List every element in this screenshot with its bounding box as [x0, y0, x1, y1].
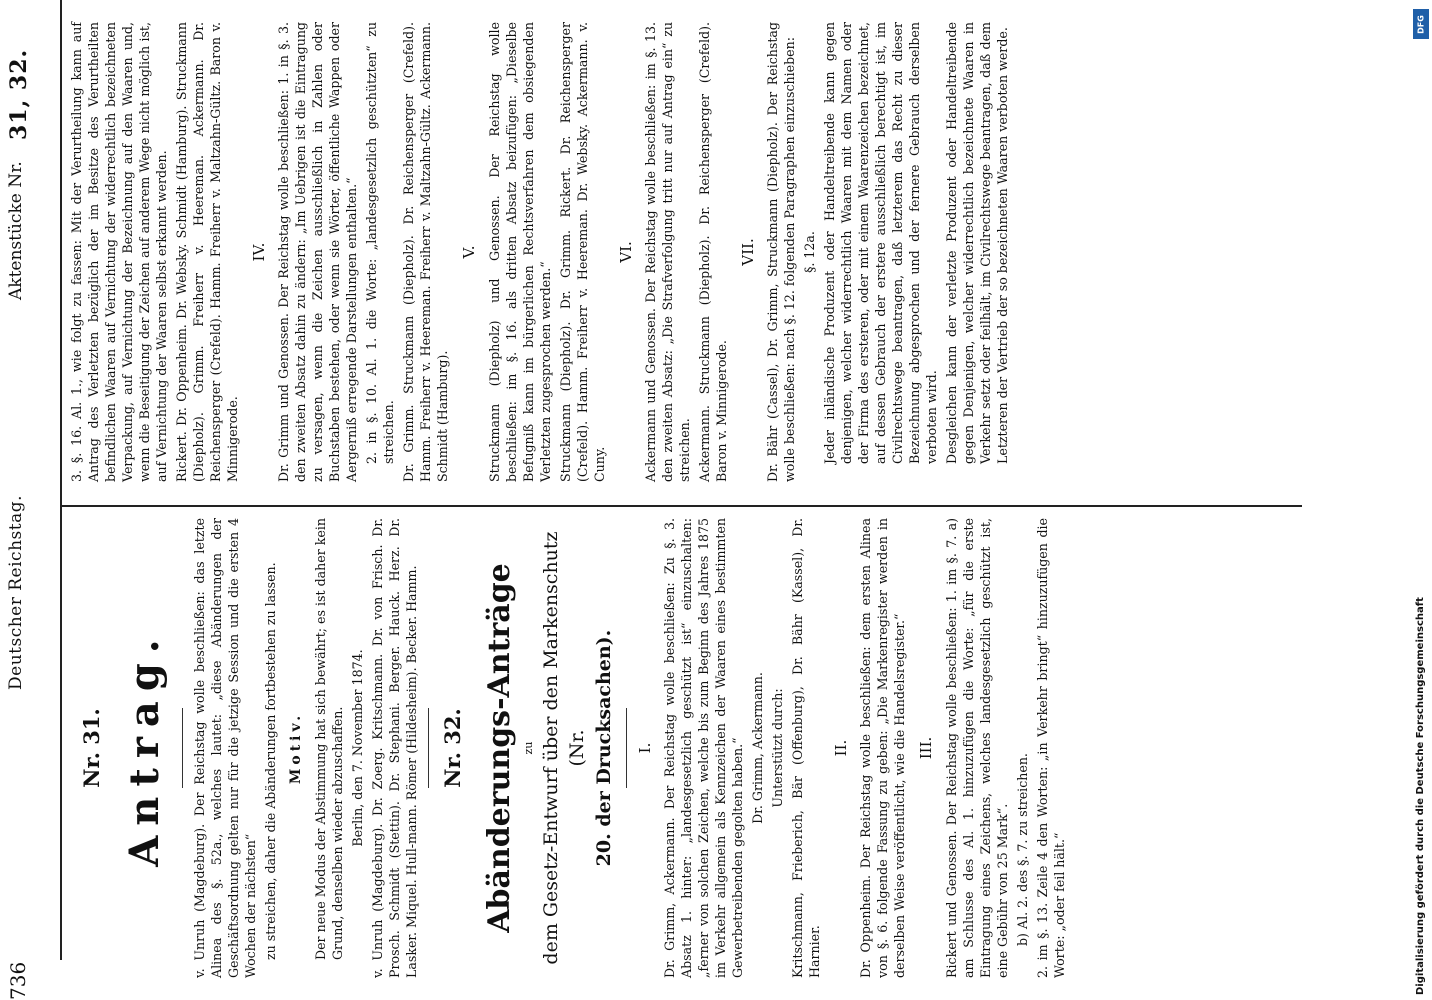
funding-text: Digitalisierung gefördert durch die Deutsche Forschungsgemeinschaft [1415, 597, 1426, 995]
column-divider [62, 505, 1302, 507]
page-number: 736 [6, 961, 30, 1000]
dfg-logo-text: DFG [1416, 15, 1426, 34]
signatures: Dr. Grimm, Ackermann. [750, 672, 766, 824]
running-header [6, 0, 46, 1000]
date-line: Berlin, den 7. November 1874. [350, 649, 366, 847]
signatures: Struckmann (Diepholz). Dr. Grimm. Rickert. Dr. Reichensperger (Crefeld). Hamm. Freiherr v. Heereman. Dr. Websky. Ackermann. v. Cuny. [557, 22, 607, 482]
heading-nr-32: Nr. 32. [440, 708, 466, 788]
section-number: VII. [738, 238, 757, 266]
paragraph: Dr. Bähr (Cassel), Dr. Grimm, Struckmann (Diepholz). Der Reichstag wolle beschließen: nach §. 12. folgenden Paragraphen einzuschieben: [765, 22, 797, 482]
signatures: v. Unruh (Magdeburg). Dr. Zoerg. Kritschmann. Dr. von Frisch. Dr. Prosch. Schmidt (Stettin). Dr. Stephani. Berger. Hauck. Herz. Dr. Lasker. Miquel. Hull-mann. Römer (Hildesheim). Becker. Hamm. [370, 518, 420, 978]
divider [182, 708, 183, 788]
header-numbers: 31, 32. [6, 48, 32, 140]
right-column [68, 22, 1014, 482]
paragraph: v. Unruh (Magdeburg). Der Reichstag wolle beschließen: das letzte Alinea des §. 52a., welches lautet: „diese Abänderungen der Geschäftsordnung gelten nur für die jetzige Session und die ersten 4 Wochen der nächsten“ [192, 518, 259, 978]
signatures: Kritschmann, Frieberich, Bär (Offenburg), Dr. Bähr (Kassel), Dr. Harnier. [790, 518, 823, 978]
paragraph: Der neue Modus der Abstimmung hat sich bewährt; es ist daher kein Grund, denselben wieder abzuschaffen. [313, 518, 346, 960]
paragraph: Struckmann (Diepholz) und Genossen. Der Reichstag wolle beschließen: im §. 16. als dritten Absatz beizufügen: „Dieselbe Befugniß kann im bürgerlichen Rechtsverfahren dem obsiegenden Verletzten zugesprochen werden.“ [486, 22, 553, 482]
paragraph: Dr. Oppenheim. Der Reichstag wolle beschließen: dem ersten Alinea von §. 6. folgende Fassung zu geben: „Die Markenregister werden in derselben Weise veröffentlicht, wie die Handelsregister.“ [858, 518, 908, 978]
section-number: II. [832, 739, 851, 757]
paragraph: Jeder inländische Produzent oder Handeltreibende kann gegen denjenigen, welcher widerrechtlich Waaren mit dem Namen oder der Firma des ersteren, oder mit einem Waarenzeichen bezeichnet, auf dessen Gebrauch der erstere ausschließlich berechtigt ist, im Civilrechtswege beantragen, daß letzterem das Recht zu dieser Bezeichnung abgesprochen und der fernere Gebrauch derselben verboten wird. [822, 22, 939, 464]
paragraph: Dr. Grimm und Genossen. Der Reichstag wolle beschließen: 1. in §. 3. den zweiten Absatz dahin zu ändern: „Im Uebrigen ist die Eintragung zu versagen, wenn die Zeichen ausschließlich in Zahlen oder Buchstaben bestehen, oder wenn sie Wörter, öffentliche Wappen oder Aergerniß erregende Darstellungen enthalten.“ [276, 22, 360, 482]
funding-stamp [1412, 5, 1430, 995]
heading-zu: zu [522, 741, 536, 755]
heading-abaenderungs-antraege: Abänderungs-Anträge [481, 563, 517, 933]
paragraph: zu streichen, daher die Abänderungen fortbestehen zu lassen. [263, 562, 279, 960]
heading-antrag: Antrag. [121, 629, 169, 867]
paragraph: Dr. Grimm, Ackermann. Der Reichstag wolle beschließen: Zu §. 3. Absatz 1. hinter: „landesgesetzlich geschützt ist“ einzuschalten: „ferner von solchen Zeichen, welche bis zum Beginn des Jahres 1875 im Verkehr allgemein als Kennzeichen der Waaren eines bestimmten Gewerbetreibenden gegolten haben.“ [662, 518, 746, 978]
left-column [68, 518, 1071, 978]
section-number: I. [635, 742, 654, 754]
paragraph: 2. im §. 13. Zeile 4 den Worten: „in Verkehr bringt“ hinzuzufügen die Worte: „oder feil hält.“ [1034, 518, 1067, 978]
header-rule [60, 0, 62, 960]
header-title: Deutscher Reichstag. [6, 495, 26, 690]
header-kind: Aktenstücke Nr. [6, 161, 26, 300]
heading-motiv: Motiv. [288, 711, 305, 785]
divider [428, 708, 429, 788]
heading-gesetz-entwurf: dem Gesetz-Entwurf über den Markenschutz (Nr. [539, 531, 588, 965]
signatures: Dr. Grimm. Struckmann (Diepholz). Dr. Reichensperger (Crefeld). Hamm. Freiherr v. Heereman. Freiherr v. Maltzahn-Gültz. Ackermann. Schmidt (Hamburg). [401, 22, 451, 482]
paragraph: 3. §. 16. Al. 1., wie folgt zu fassen: Mit der Verurtheilung kann auf Antrag des Verletzten bezüglich der im Besitze des Verurtheilten befindlichen Waaren auf Vernichtung der widerrechtlich bezeichneten Verpackung, auf Vernichtung der Bezeichnung auf den Waaren und, wenn die Beseitigung der Zeichen auf anderem Wege nicht möglich ist, auf Vernichtung der Waaren selbst erkannt werden. [69, 22, 169, 482]
divider [626, 708, 627, 788]
dfg-logo [1413, 9, 1429, 39]
section-number: IV. [250, 242, 268, 262]
section-number: VI. [616, 241, 635, 263]
paragraph: b) Al. 2. des §. 7. zu streichen. [1014, 753, 1030, 946]
heading-drucksachen: 20. der Drucksachen). [593, 629, 616, 867]
paragraph: Desgleichen kann der verletzte Produzent oder Handeltreibende gegen Denjenigen, welcher widerrechtlich bezeichnete Waaren in Verkehr setzt oder feilhält, im Civilrechtswege beantragen, daß dem Letzteren der Vertrieb der so bezeichneten Waaren verboten werde. [944, 22, 1010, 464]
section-number: V. [460, 245, 479, 259]
heading-nr-31: Nr. 31. [79, 708, 104, 788]
paragraph-heading: §. 12a. [802, 231, 817, 273]
signatures: Ackermann. Struckmann (Diepholz). Dr. Reichensperger (Crefeld). Baron v. Minnigerode. [696, 22, 729, 482]
section-number: III. [917, 736, 936, 760]
paragraph: 2. in §. 10. Al. 1. die Worte: „landesgesetzlich geschützten“ zu streichen. [364, 22, 397, 464]
signatures: Rickert. Dr. Oppenheim. Dr. Websky. Schmidt (Hamburg). Struckmann (Diepholz). Grimm. Freiherr v. Heereman. Ackermann. Dr. Reichensperger (Crefeld). Hamm. Freiherr v. Maltzahn-Gültz. Baron v. Minnigerode. [174, 22, 240, 482]
paragraph: Rickert und Genossen. Der Reichstag wolle beschließen: 1. im §. 7. a) am Schlusse des Al. 1. hinzuzufügen die Worte: „für die erste Eintragung eines Zeichens, welches landesgesetzlich geschützt ist, eine Gebühr von 25 Mark“. [943, 518, 1010, 978]
paragraph: Unterstützt durch: [770, 688, 786, 808]
paragraph: Ackermann und Genossen. Der Reichstag wolle beschließen: im §. 13. den zweiten Absatz: „Die Strafverfolgung tritt nur auf Antrag ein“ zu streichen. [642, 22, 692, 482]
